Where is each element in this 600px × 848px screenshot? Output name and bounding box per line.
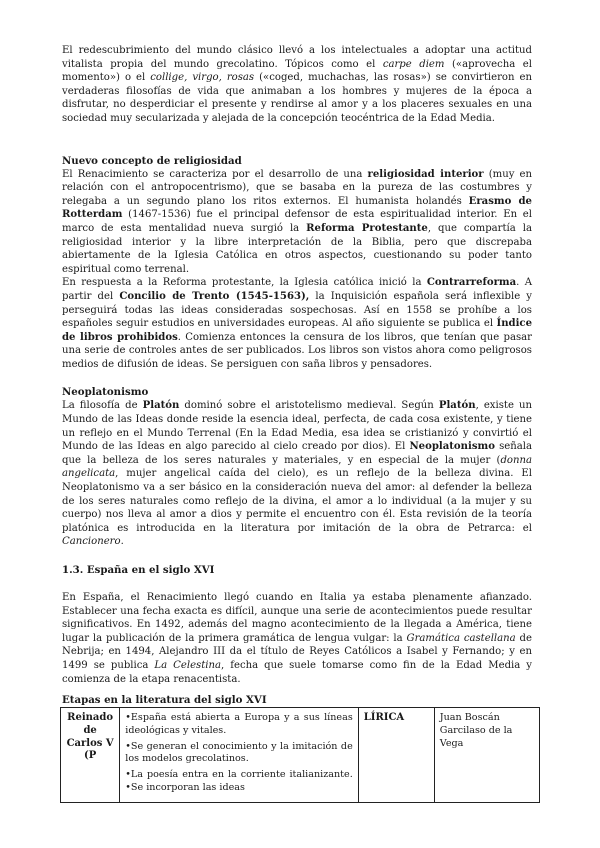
list-item: •España está abierta a Europa y a sus líneas ideológicas y vitales. xyxy=(125,712,353,736)
etapas-table xyxy=(60,707,540,803)
genre-cell: LÍRICA xyxy=(358,708,434,803)
heading-neoplatonismo: Neoplatonismo xyxy=(62,386,149,399)
intro-paragraph: El redescubrimiento del mundo clásico llevó a los intelectuales a adoptar una actitud vitalista propia del mundo grecolatino. Tópicos como el carpe diem («aprovecha el momento») o el collige, virgo, rosas («coged, muchachas, las rosas») se convirtieron en verdaderas filosofías de vida que animaban a los hombres y mujeres de la época a disfrutar, no desperdiciar el presente y rendirse al amor y a los placeres sexuales en una sociedad muy secularizada y alejada de la concepción teocéntrica de la Edad Media. xyxy=(62,45,532,124)
espana-paragraph: En España, el Renacimiento llegó cuando en Italia ya estaba plenamente afianzado. Establecer una fecha exacta es difícil, aunque una serie de acontecimientos puede resultar significativos. En 1492, además del magno acontecimiento de la llegada a América, tiene lugar la publicación de la primera gramática de lengua vulgar: la Gramática castellana de Nebrija; en 1494, Alejandro III da el título de Reyes Católicos a Isabel y Fernando; y en 1499 se publica La Celestina, fecha que suele tomarse como fin de la Edad Media y comienza de la etapa renacentista. xyxy=(62,592,532,685)
author-item: Garcilaso de la Vega xyxy=(439,724,513,749)
document-body xyxy=(62,44,532,686)
heading-religiosidad: Nuevo concepto de religiosidad xyxy=(62,154,242,167)
author-item: Juan Boscán xyxy=(439,712,500,723)
religiosidad-paragraph-2: En respuesta a la Reforma protestante, la Iglesia católica inició la Contrarreforma. A partir del Concilio de Trento (1545-1563), la Inquisición española será inflexible y perseguirá todas las ideas consideradas sospechosas. Así en 1558 se prohíbe a los españoles seguir estudios en universidades europeas. Al año siguiente se publica el Índice de libros prohibidos. Comienza entonces la censura de los libros, que tenían que pasar una serie de controles antes de ser publicados. Los libros son vistos ahora como peligrosos medios de difusión de ideas. Se persiguen con saña libros y pensadores. xyxy=(62,277,532,370)
list-item: •La poesía entra en la corriente italianizante. •Se incorporan las ideas xyxy=(125,769,353,793)
table-title: Etapas en la literatura del siglo XVI xyxy=(62,694,267,706)
heading-espana: 1.3. España en el siglo XVI xyxy=(62,564,215,576)
authors-cell xyxy=(434,708,539,803)
features-cell xyxy=(120,708,359,803)
neoplatonismo-paragraph: La filosofía de Platón dominó sobre el aristotelismo medieval. Según Platón, existe un Mundo de las Ideas donde reside la esencia ideal, perfecta, de cada cosa existente, y tiene un reflejo en el Mundo Terrenal (En la Edad Media, esa idea se cristianizó y convirtió el Mundo de las Ideas en algo parecido al cielo creado por dios). El Neoplatonismo señala que la belleza de los seres naturales y materiales, y en especial de la mujer (donna angelicata, mujer angelical caída del cielo), es un reflejo de la belleza divina. El Neoplatonismo va a ser básico en la consideración nueva del amor: al defender la belleza de los seres naturales como reflejo de la divina, el amor a lo individual (a la mujer y su cuerpo) nos lleva al amor a dios y permite el encuentro con él. Esta revisión de la teoría platónica es introducida en la literatura por imitación de la obra de Petrarca: el Cancionero. xyxy=(62,400,533,548)
table-row xyxy=(61,708,540,803)
list-item: •Se generan el conocimiento y la imitación de los modelos grecolatinos. xyxy=(125,740,353,765)
religiosidad-paragraph-1: El Renacimiento se caracteriza por el desarrollo de una religiosidad interior (muy en relación con el antropocentrismo), que se basaba en la pureza de las costumbres y relegaba a un segundo plano los ritos externos. El humanista holandés Erasmo de Rotterdam (1467-1536) fue el principal defensor de esta espiritualidad interior. En el marco de esta mentalidad nueva surgió la Reforma Protestante, que compartía la religiosidad interior y la libre interpretación de la Biblia, pero que discrepaba abiertamente de la Iglesia Católica en otros aspectos, cuestionando su poder tanto espiritual como terrenal. xyxy=(62,168,532,275)
period-cell: Reinado de Carlos V (P xyxy=(61,708,120,803)
